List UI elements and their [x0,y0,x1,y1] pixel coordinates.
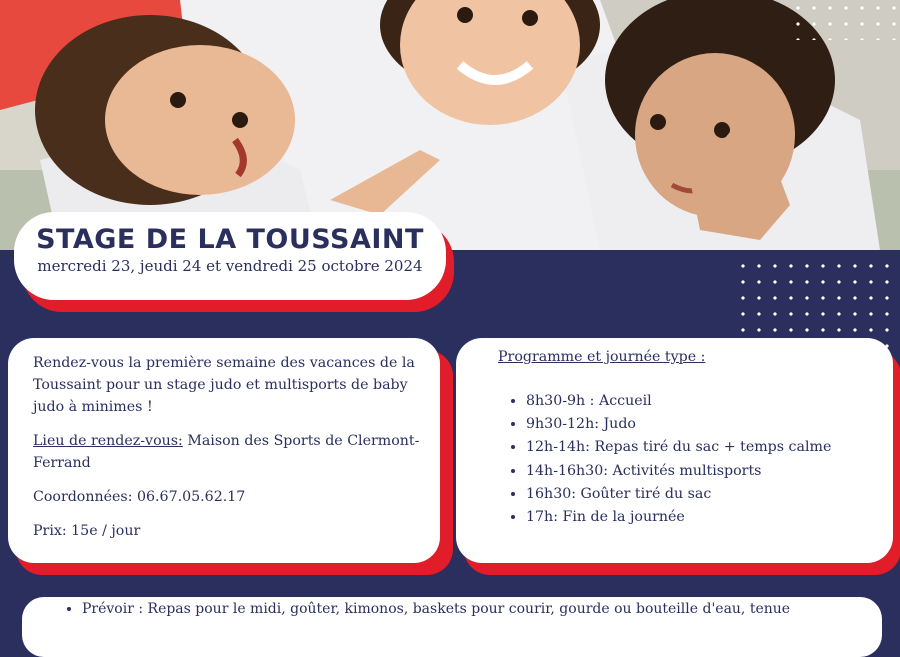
prevoir-item: • Prévoir : Repas pour le midi, goûter, kimonos, baskets pour courir, gourde ou bouteille d'eau, tenue [82,601,882,617]
prevoir-list [22,597,882,617]
intro-text: Rendez-vous la première semaine des vacances de la Toussaint pour un stage judo et multisports de baby judo à minimes ! [33,355,415,415]
programme-item: • 14h-16h30: Activités multisports [526,460,875,483]
price-line: Prix: 15e / jour [33,523,141,539]
location-line [33,430,422,474]
programme-item: • 17h: Fin de la journée [526,506,875,529]
programme-item: • 9h30-12h: Judo [526,413,875,436]
location-value: Maison des Sports de Clermont-Ferrand [33,433,420,471]
decorative-dots-top [790,0,900,40]
title-banner [14,212,446,300]
decorative-dots-right [735,258,900,348]
programme-item: • 8h30-9h : Accueil [526,390,875,413]
prevoir-card [22,597,882,657]
programme-list [498,390,875,529]
event-dates: mercredi 23, jeudi 24 et vendredi 25 octobre 2024 [37,257,423,275]
page-title: STAGE DE LA TOUSSAINT [36,224,424,255]
programme-title: Programme et journée type : [498,349,706,365]
programme-item: • 16h30: Goûter tiré du sac [526,483,875,506]
info-card [8,338,440,563]
programme-item: • 12h-14h: Repas tiré du sac + temps calme [526,436,875,459]
location-label: Lieu de rendez-vous: [33,433,183,449]
contact-line: Coordonnées: 06.67.05.62.17 [33,489,246,505]
programme-card [456,338,893,563]
